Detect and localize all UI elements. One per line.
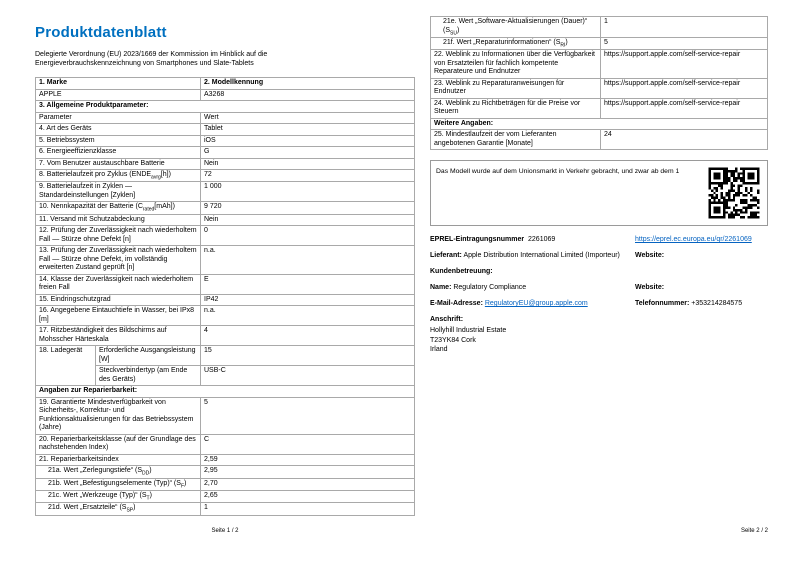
market-placement-text: Das Modell wurde auf dem Unionsmarkt in Verkehr gebracht, und zwar ab dem 1 [436, 168, 680, 176]
table-cell: 6. Energieeffizienzklasse [36, 147, 201, 159]
table-cell: 24. Weblink zu Richtbeträgen für die Preise vor Steuern [431, 98, 601, 118]
table-cell: 2,70 [201, 478, 415, 490]
table-cell: 21a. Wert „Zerlegungstiefe“ $(S_{DD})$ [36, 466, 201, 478]
phone-label: Telefonnummer: [635, 300, 690, 308]
website2-label: Website: [635, 284, 665, 292]
table-row [431, 50, 768, 79]
table-cell: A3268 [201, 89, 415, 101]
table-cell: 0 [201, 226, 415, 246]
eprel-number: 2261069 [528, 236, 556, 244]
table-cell: 2. Modellkennung [201, 78, 415, 90]
table-row [36, 491, 415, 503]
repairability-table-body [431, 17, 768, 150]
table-cell: 1 000 [201, 182, 415, 202]
email-label: E-Mail-Adresse: [430, 300, 483, 308]
table-row [36, 306, 415, 326]
table-cell: 24 [601, 130, 768, 150]
table-row [36, 326, 415, 346]
table-row [431, 118, 768, 130]
repairability-table [430, 16, 768, 150]
eprel-link-cell [635, 235, 768, 244]
table-cell: 12. Prüfung der Zuverlässigkeit nach wiederholtem Fall — Stürze ohne Defekt [n] [36, 226, 201, 246]
name-label: Name: [430, 284, 452, 292]
table-row [36, 214, 415, 226]
table-row [431, 130, 768, 150]
table-cell: 18. Ladegerät [36, 346, 96, 386]
table-cell: 21e. Wert „Software-Aktualisierungen (Dauer)“ $(S_{SU})$ [431, 17, 601, 38]
table-row [36, 466, 415, 478]
table-row [36, 158, 415, 170]
table-cell: 19. Garantierte Mindestverfügbarkeit von Sicherheits-, Korrektur- und Funktionsaktualisierungen für das Betriebssystem (Jahre) [36, 397, 201, 434]
eprel-row [430, 235, 768, 244]
table-row [36, 147, 415, 159]
table-cell: 1 [201, 503, 415, 515]
table-row [36, 397, 415, 434]
table-cell: 16. Angegebene Eintauchtiefe in Wasser, bei IPx8 [m] [36, 306, 201, 326]
page2-footer: Seite 2 / 2 [740, 528, 768, 534]
table-row [36, 135, 415, 147]
table-cell: https://support.apple.com/self-service-repair [601, 98, 768, 118]
table-cell: 4. Art des Geräts [36, 124, 201, 136]
website-cell [635, 251, 768, 260]
table-row [36, 246, 415, 275]
table-row [36, 386, 415, 398]
table-row [431, 37, 768, 49]
supplier-contact-section [430, 235, 768, 355]
table-row [36, 124, 415, 136]
table-cell: 4 [201, 326, 415, 346]
table-cell: 1. Marke [36, 78, 201, 90]
table-cell: 1 [601, 17, 768, 38]
table-cell: 2,95 [201, 466, 415, 478]
table-cell: 5 [201, 397, 415, 434]
address-label: Anschrift: [430, 316, 464, 324]
supplier-row [430, 251, 768, 260]
eprel-link[interactable]: https://eprel.ec.europa.eu/qr/2261069 [635, 236, 752, 244]
table-cell: https://support.apple.com/self-service-repair [601, 50, 768, 79]
website-label: Website: [635, 252, 665, 260]
table-cell: 14. Klasse der Zuverlässigkeit nach wiederholtem freien Fall [36, 274, 201, 294]
table-cell: 13. Prüfung der Zuverlässigkeit nach wiederholtem Fall — Stürze ohne Defekt, im vollständig erweiterten Zustand geprüft [n] [36, 246, 201, 275]
table-cell: 2,59 [201, 454, 415, 466]
table-row [431, 17, 768, 38]
table-cell: 11. Versand mit Schutzabdeckung [36, 214, 201, 226]
product-parameters-table [35, 77, 415, 516]
contact-name: Regulatory Compliance [453, 284, 527, 292]
table-cell: 8. Batterielaufzeit pro Zyklus $(ENDE_{avrg}[h])$ [36, 170, 201, 182]
email-field [430, 299, 635, 308]
eprel-label: EPREL-Eintragungsnummer [430, 236, 525, 244]
supplier-label: Lieferant: [430, 252, 462, 260]
table-row [36, 346, 415, 366]
table-cell: C [201, 434, 415, 454]
table-cell: E [201, 274, 415, 294]
table-cell: Nein [201, 158, 415, 170]
contact-name-field [430, 283, 635, 292]
qr-code [706, 165, 762, 221]
customer-service-label: Kundenbetreuung: [430, 268, 493, 276]
table-row [36, 478, 415, 490]
table-row [431, 78, 768, 98]
address-line-3: Irland [430, 346, 448, 354]
table-cell: 15 [201, 346, 415, 366]
contact-name-row [430, 283, 768, 292]
email-link[interactable]: RegulatoryEU@group.apple.com [484, 300, 588, 308]
table-cell: Angaben zur Reparierbarkeit: [36, 386, 415, 398]
table-row [36, 89, 415, 101]
table-row [36, 454, 415, 466]
email-row [430, 299, 768, 308]
table-cell: 10. Nennkapazität der Batterie $(C_{rated}[mAh])$ [36, 202, 201, 214]
eprel-field [430, 235, 635, 244]
table-row [36, 434, 415, 454]
table-cell: 5. Betriebssystem [36, 135, 201, 147]
table-row [36, 202, 415, 214]
website2-cell [635, 283, 768, 292]
table-cell: USB-C [201, 366, 415, 386]
table-cell: Nein [201, 214, 415, 226]
table-cell: 21d. Wert „Ersatzteile“ $(S_{SP})$ [36, 503, 201, 515]
table-cell: 72 [201, 170, 415, 182]
table-cell: Tablet [201, 124, 415, 136]
table-row [431, 98, 768, 118]
table-cell: 7. Vom Benutzer austauschbare Batterie [36, 158, 201, 170]
table-row [36, 182, 415, 202]
table-cell: 20. Reparierbarkeitsklasse (auf der Grundlage des nachstehenden Index) [36, 434, 201, 454]
table-cell: n.a. [201, 246, 415, 275]
regulation-subtitle: Delegierte Verordnung (EU) 2023/1669 der Kommission im Hinblick auf die Energieverbrauchskennzeichnung von Smartphones und Slate-Tablets [35, 51, 268, 67]
table-cell: IP42 [201, 294, 415, 306]
supplier-field [430, 251, 635, 260]
market-info-box [430, 160, 768, 226]
table-cell: 9 720 [201, 202, 415, 214]
table-row [36, 274, 415, 294]
address-label-row [430, 315, 768, 324]
table-cell: 5 [601, 37, 768, 49]
page1-footer: Seite 1 / 2 [211, 528, 239, 534]
table-cell: 22. Weblink zu Informationen über die Verfügbarkeit von Ersatzteilen für fachlich kompetente Reparateure und Endnutzer [431, 50, 601, 79]
table-cell: Weitere Angaben: [431, 118, 768, 130]
product-parameters-table-body [36, 78, 415, 516]
customer-service-row [430, 267, 768, 276]
table-cell: Erforderliche Ausgangsleistung [W] [96, 346, 201, 366]
supplier-name: Apple Distribution International Limited (Importeur) [463, 252, 620, 260]
table-cell: APPLE [36, 89, 201, 101]
page-title: Produktdatenblatt [35, 24, 167, 41]
phone-cell [635, 299, 768, 308]
table-cell: 3. Allgemeine Produktparameter: [36, 101, 415, 113]
table-row [36, 112, 415, 124]
table-cell: 21b. Wert „Befestigungselemente (Typ)“ $(S_F)$ [36, 478, 201, 490]
table-row [36, 170, 415, 182]
table-cell: 25. Mindestlaufzeit der vom Lieferanten angebotenen Garantie [Monate] [431, 130, 601, 150]
table-cell: Wert [201, 112, 415, 124]
table-cell: G [201, 147, 415, 159]
table-cell: https://support.apple.com/self-service-repair [601, 78, 768, 98]
table-cell: 21. Reparierbarkeitsindex [36, 454, 201, 466]
table-cell: Steckverbindertyp (am Ende des Geräts) [96, 366, 201, 386]
table-cell: 21f. Wert „Reparaturinformationen“ $(S_{RI})$ [431, 37, 601, 49]
table-cell: 2,65 [201, 491, 415, 503]
address-line-2: T23YK84 Cork [430, 336, 476, 344]
table-row [36, 78, 415, 90]
table-cell: 9. Batterielaufzeit in Zyklen — Standardeinstellungen [Zyklen] [36, 182, 201, 202]
table-cell: 15. Eindringschutzgrad [36, 294, 201, 306]
table-row [36, 101, 415, 113]
table-row [36, 503, 415, 515]
address-line-1: Hollyhill Industrial Estate [430, 327, 507, 335]
table-cell: Parameter [36, 112, 201, 124]
datasheet-page-1 [35, 24, 415, 516]
table-row [36, 226, 415, 246]
phone-number: +353214284575 [691, 300, 743, 308]
table-cell: 23. Weblink zu Reparaturanweisungen für Endnutzer [431, 78, 601, 98]
table-cell: n.a. [201, 306, 415, 326]
table-cell: 17. Ritzbeständigkeit des Bildschirms auf Mohsscher Härteskala [36, 326, 201, 346]
datasheet-page-2 [430, 16, 768, 355]
table-cell: 21c. Wert „Werkzeuge (Typ)“ $(S_T)$ [36, 491, 201, 503]
table-row [36, 294, 415, 306]
table-cell: iOS [201, 135, 415, 147]
